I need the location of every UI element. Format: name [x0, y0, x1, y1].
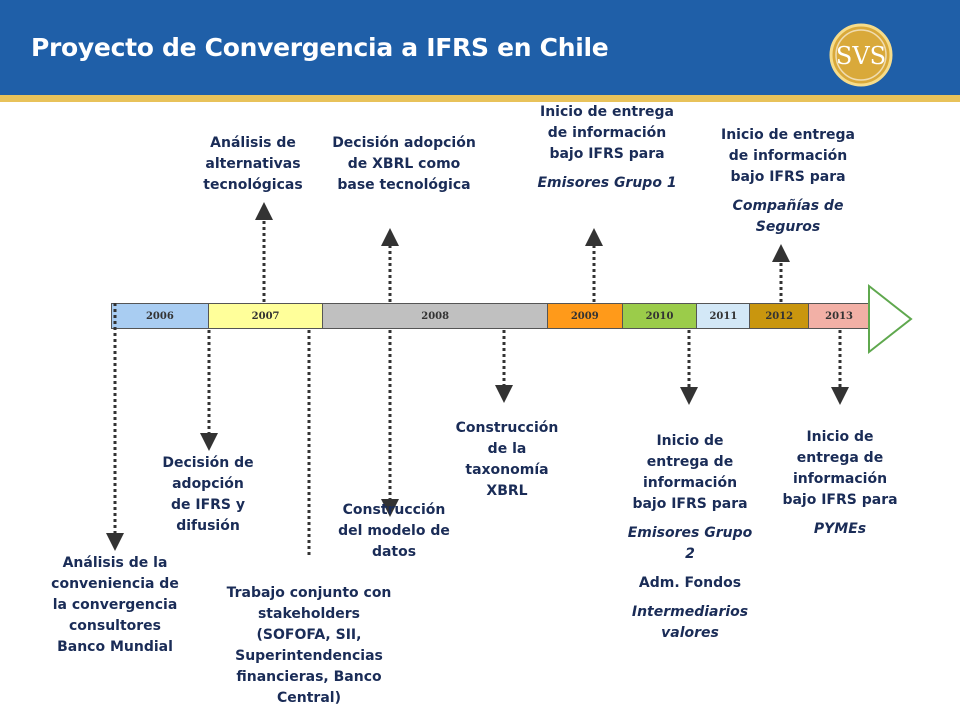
- year-2006: 2006: [112, 304, 209, 328]
- year-2009: 2009: [548, 304, 623, 328]
- inicio-2013-target: PYMEs: [813, 521, 867, 537]
- inicio-2011-target-1: Emisores Grupo 2: [627, 525, 753, 562]
- inicio-2011-target-3: Intermediarios valores: [631, 604, 749, 641]
- inicio-2013-text: Inicio de entrega de información bajo IFRS para: [782, 429, 898, 508]
- inicio-2011-target-2: Adm. Fondos: [638, 575, 742, 591]
- year-2013: 2013: [809, 304, 869, 328]
- event-decision-ifrs: Decisión de adopción de IFRS y difusión: [162, 455, 254, 534]
- event-analisis-alternativas: Análisis de alternativas tecnológicas: [203, 135, 303, 193]
- event-inicio-2012: [712, 125, 864, 238]
- year-2011: 2011: [697, 304, 750, 328]
- year-2007: 2007: [209, 304, 324, 328]
- event-inicio-2013: [782, 427, 898, 540]
- event-construccion-modelo: Construcción del modelo de datos: [338, 502, 450, 560]
- header-stripe: [0, 95, 960, 102]
- inicio-2011-text: Inicio de entrega de información bajo IFRS para: [632, 433, 748, 512]
- inicio-2009-text: Inicio de entrega de información bajo IFRS para: [540, 104, 674, 162]
- inicio-2009-target: Emisores Grupo 1: [537, 175, 677, 191]
- year-2008: 2008: [323, 304, 547, 328]
- logo-text: SVS: [835, 42, 887, 70]
- event-inicio-2011: [626, 431, 754, 644]
- event-decision-xbrl: Decisión adopción de XBRL como base tecnológica: [332, 135, 476, 193]
- inicio-2012-target: Compañías de Seguros: [732, 198, 844, 235]
- event-trabajo-conjunto: Trabajo conjunto con stakeholders (SOFOFA, SII, Superintendencias financieras, Banco Central): [226, 585, 392, 706]
- svs-logo: [826, 20, 896, 90]
- event-inicio-2009: [532, 102, 682, 194]
- event-analisis-conveniencia: Análisis de la conveniencia de la convergencia consultores Banco Mundial: [51, 555, 179, 655]
- event-construccion-taxonomia: Construcción de la taxonomía XBRL: [455, 420, 559, 499]
- year-2010: 2010: [623, 304, 698, 328]
- page-title: Proyecto de Convergencia a IFRS en Chile: [31, 33, 609, 62]
- year-2012: 2012: [750, 304, 809, 328]
- timeline-arrowhead: [866, 283, 914, 355]
- inicio-2012-text: Inicio de entrega de información bajo IFRS para: [721, 127, 855, 185]
- timeline-bar: [111, 303, 870, 329]
